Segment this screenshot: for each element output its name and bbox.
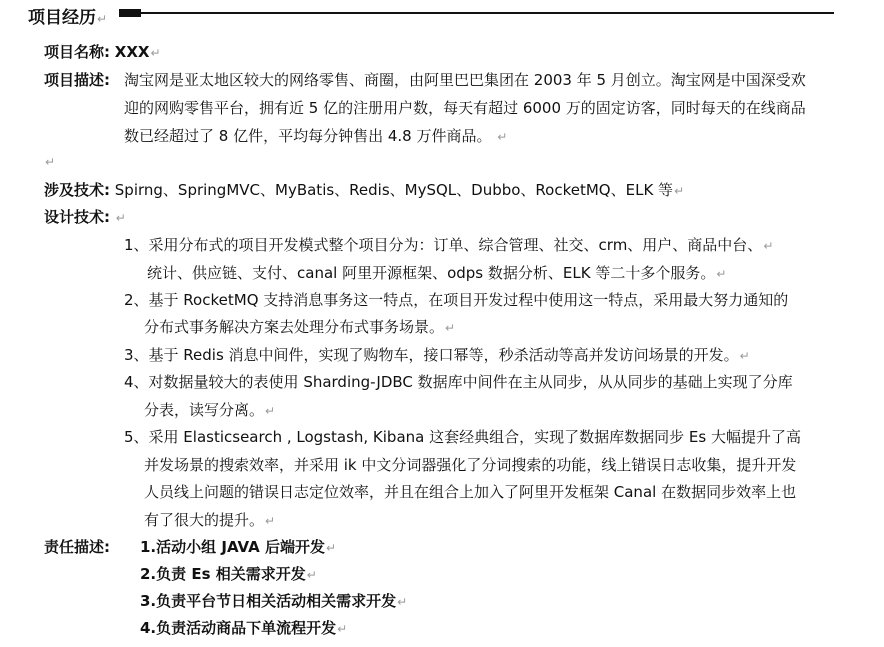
tech-value: Spirng、SpringMVC、MyBatis、Redis、MySQL、Dubbo、RocketMQ、ELK 等 (114, 181, 674, 199)
empty-paragraph: ↵ (45, 155, 56, 169)
project-name-row (44, 41, 161, 62)
section-title: 项目经历↵ (28, 8, 108, 28)
duty-label-row (44, 536, 110, 557)
tech-label: 涉及技术: (44, 181, 110, 199)
duty-item: 1.活动小组 JAVA 后端开发↵ (140, 538, 337, 556)
paragraph-mark: ↵ (150, 46, 161, 60)
design-item-2-line: 2、基于 RocketMQ 支持消息事务这一特点，在项目开发过程中使用这一特点，采用最大努力通知的 (124, 291, 789, 309)
design-item-5-line: 5、采用 Elasticsearch , Logstash, Kibana 这套经典组合，实现了数据库数据同步 Es 大幅提升了高 (124, 428, 801, 446)
design-item-5-line: 有了很大的提升。↵ (144, 511, 276, 529)
design-item-4-line: 4、对数据量较大的表使用 Sharding-JDBC 数据库中间件在主从同步，从从同步的基础上实现了分库 (124, 373, 793, 391)
design-item-4-line: 分表，读写分离。↵ (144, 401, 276, 419)
design-item-5-line: 人员线上问题的错误日志定位效率，并且在组合上加入了阿里开发框架 Canal 在数据同步效率上也 (144, 483, 797, 501)
project-desc-line: 迎的网购零售平台，拥有近 5 亿的注册用户数，每天有超过 6000 万的固定访客，同时每天的在线商品 (124, 99, 806, 117)
duty-item: 2.负责 Es 相关需求开发↵ (140, 565, 317, 583)
design-label: 设计技术: (44, 208, 110, 226)
design-item-1-line: 统计、供应链、支付、canal 阿里开源框架、odps 数据分析、ELK 等二十多个服务。↵ (147, 264, 727, 282)
project-desc-line: 淘宝网是亚太地区较大的网络零售、商圈，由阿里巴巴集团在 2003 年 5 月创立。淘宝网是中国深受欢 (124, 71, 806, 89)
heading-rule (128, 12, 834, 14)
project-name-value: XXX (114, 43, 150, 61)
design-item-3-line: 3、基于 Redis 消息中间件，实现了购物车，接口幂等，秒杀活动等高并发访问场景的开发。↵ (124, 346, 750, 364)
design-item-1-line: 1、采用分布式的项目开发模式整个项目分为：订单、综合管理、社交、crm、用户、商品中台、↵ (124, 236, 774, 254)
design-item-2-line: 分布式事务解决方案去处理分布式事务场景。↵ (144, 318, 456, 336)
project-desc-label: 项目描述: (44, 71, 110, 89)
project-desc-line: 数已经超过了 8 亿件，平均每分钟售出 4.8 万件商品。 ↵ (124, 127, 508, 145)
tech-row: 涉及技术: Spirng、SpringMVC、MyBatis、Redis、MySQL、Dubbo、RocketMQ、ELK 等↵ (44, 181, 685, 199)
paragraph-mark: ↵ (97, 12, 108, 26)
duty-item: 4.负责活动商品下单流程开发↵ (140, 619, 348, 637)
design-row: 设计技术: ↵ (44, 208, 126, 226)
design-item-5-line: 并发场景的搜索效率，并采用 ik 中文分词器强化了分词搜索的功能，线上错误日志收集，提升开发 (144, 456, 797, 474)
duty-item: 3.负责平台节日相关活动相关需求开发↵ (140, 592, 408, 610)
duty-label: 责任描述: (44, 538, 110, 556)
project-name-label: 项目名称: (44, 43, 110, 61)
